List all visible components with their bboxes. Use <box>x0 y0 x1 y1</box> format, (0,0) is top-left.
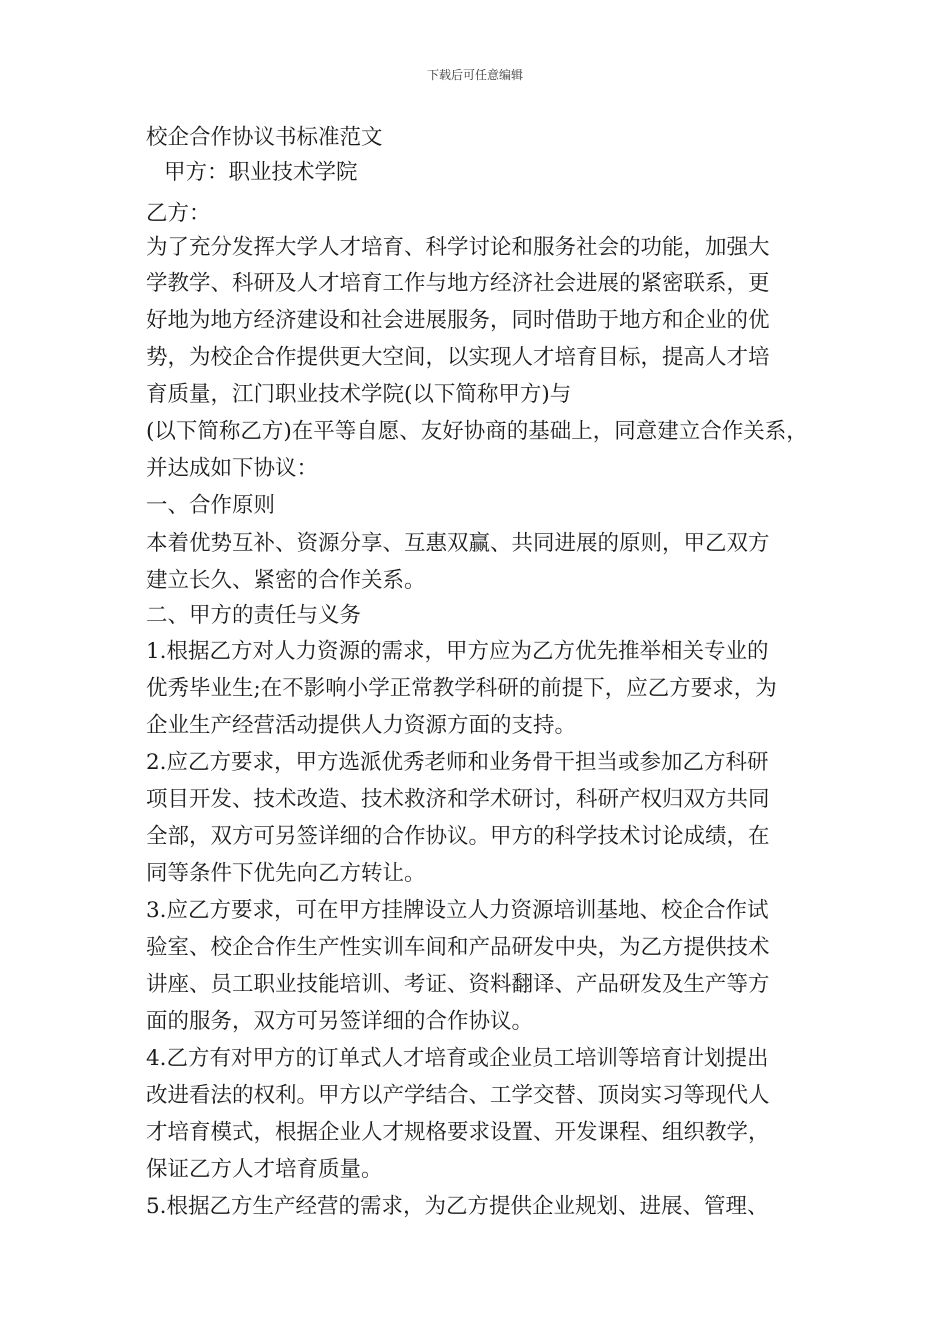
section-heading: 二、甲方的责任与义务 <box>146 603 362 628</box>
text-line: 才培育模式，根据企业人才规格要求设置、开发课程、组织教学， <box>146 1120 770 1145</box>
document-title: 校企合作协议书标准范文 <box>146 125 383 150</box>
party-b-line: 乙方： <box>146 201 211 226</box>
text-line: 育质量，江门职业技术学院(以下简称甲方)与 <box>146 382 572 407</box>
page-header-note: 下载后可任意编辑 <box>426 68 523 82</box>
text-line: 2.应乙方要求，甲方选派优秀老师和业务骨干担当或参加乙方科研 <box>146 750 769 775</box>
text-line: 全部，双方可另签详细的合作协议。甲方的科学技术讨论成绩，在 <box>146 824 770 849</box>
text-line: 改进看法的权利。甲方以产学结合、工学交替、顶岗实习等现代人 <box>146 1083 770 1108</box>
text-line: 1.根据乙方对人力资源的需求，甲方应为乙方优先推举相关专业的 <box>146 639 769 664</box>
section-heading: 一、合作原则 <box>146 493 276 518</box>
text-line: 面的服务，双方可另签详细的合作协议。 <box>146 1009 534 1034</box>
text-line: 好地为地方经济建设和社会进展服务，同时借助于地方和企业的优 <box>146 308 770 333</box>
text-line: 优秀毕业生;在不影响小学正常教学科研的前提下，应乙方要求，为 <box>146 676 777 701</box>
text-line: 5.根据乙方生产经营的需求，为乙方提供企业规划、进展、管理、 <box>146 1194 769 1219</box>
text-line: 验室、校企合作生产性实训车间和产品研发中央，为乙方提供技术 <box>146 935 770 960</box>
text-line: 学教学、科研及人才培育工作与地方经济社会进展的紧密联系，更 <box>146 271 770 296</box>
party-a-line: 甲方：职业技术学院 <box>164 160 358 185</box>
text-line: 项目开发、技术改造、技术救济和学术研讨，科研产权归双方共同 <box>146 787 770 812</box>
text-line: 本着优势互补、资源分享、互惠双赢、共同进展的原则，甲乙双方 <box>146 531 770 556</box>
text-line: 同等条件下优先向乙方转让。 <box>146 861 426 886</box>
text-line: 为了充分发挥大学人才培育、科学讨论和服务社会的功能，加强大 <box>146 235 770 260</box>
text-line: 讲座、员工职业技能培训、考证、资料翻译、产品研发及生产等方 <box>146 972 770 997</box>
text-line: 并达成如下协议： <box>146 456 319 481</box>
text-line: 企业生产经营活动提供人力资源方面的支持。 <box>146 713 577 738</box>
text-line: 建立长久、紧密的合作关系。 <box>146 568 426 593</box>
text-line: 4.乙方有对甲方的订单式人才培育或企业员工培训等培育计划提出 <box>146 1046 769 1071</box>
text-line: (以下简称乙方)在平等自愿、友好协商的基础上，同意建立合作关系， <box>146 419 808 444</box>
text-line: 保证乙方人才培育质量。 <box>146 1157 383 1182</box>
text-line: 势，为校企合作提供更大空间，以实现人才培育目标，提高人才培 <box>146 345 770 370</box>
text-line: 3.应乙方要求，可在甲方挂牌设立人力资源培训基地、校企合作试 <box>146 898 769 923</box>
